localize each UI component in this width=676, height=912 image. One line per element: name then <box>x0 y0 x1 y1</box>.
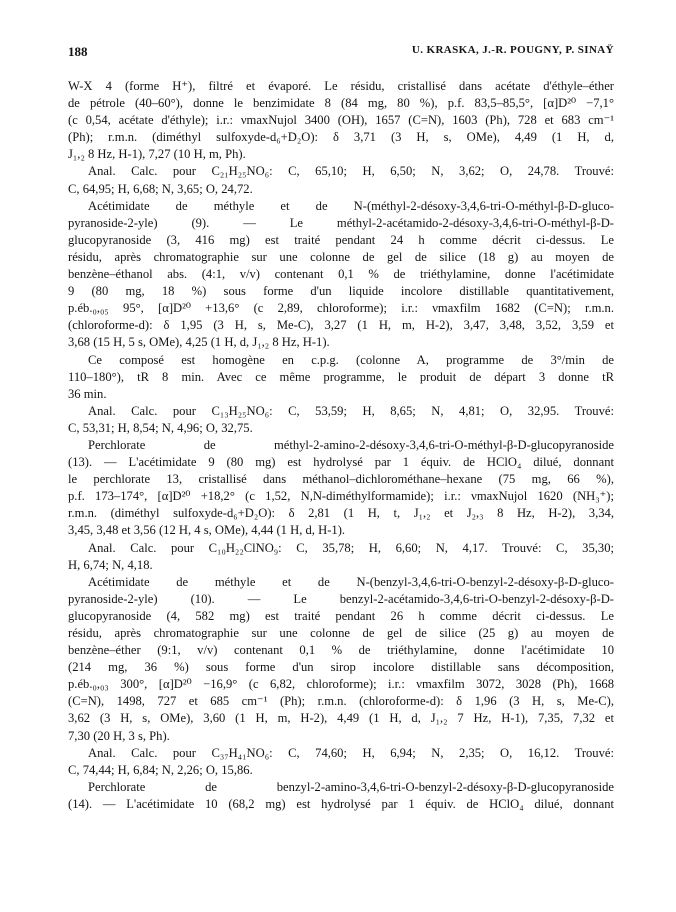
text-line: (14). — L'acétimidate 10 (68,2 mg) est hydrolysé par 1 équiv. de HClO₄ dilué, donnant <box>68 796 614 811</box>
text-line: Anal. Calc. pour C₁₃H₂₅NO₆: C, 53,59; H, 8,65; N, 4,81; O, 32,95. Trouvé: <box>88 403 614 418</box>
text-line: Anal. Calc. pour C₃₇H₄₁NO₆: C, 74,60; H, 6,94; N, 2,35; O, 16,12. Trouvé: <box>88 745 614 760</box>
text-line: r.m.n. (diméthyl sulfoxyde-d₆+D₂O): δ 2,81 (1 H, t, J₁,₂ et J₂,₃ 8 Hz, H-2), 3,34, <box>68 506 614 521</box>
text-line: glucopyranoside (3, 416 mg) est traité pendant 24 h comme décrit ci-dessus. Le <box>68 232 614 247</box>
text-line: (Ph); r.m.n. (diméthyl sulfoxyde-d₆+D₂O): δ 3,71 (3 H, s, OMe), 4,49 (1 H, d, <box>68 130 614 145</box>
text-line: 3,68 (15 H, 5 s, OMe), 4,25 (1 H, d, J₁,₂ 8 Hz, H-1). <box>68 335 330 350</box>
text-line: Perchlorate de méthyl-2-amino-2-désoxy-3,4,6-tri-O-méthyl-β-D-glucopyranoside <box>88 437 614 452</box>
text-line: résidu, après chromatographie sur une colonne de gel de silice (25 g) au moyen de <box>68 626 614 640</box>
text-line: 7,30 (20 H, 3 s, Ph). <box>68 728 170 743</box>
text-line: glucopyranoside (4, 582 mg) est traité pendant 26 h comme décrit ci-dessus. Le <box>68 608 614 623</box>
text-line: C, 53,31; H, 8,54; N, 4,96; O, 32,75. <box>68 420 253 435</box>
text-line: 3,62 (3 H, s, OMe), 3,60 (1 H, m, H-2), 4,49 (1 H, d, J₁,₂ 7 Hz, H-1), 7,35, 7,32 et <box>68 711 614 726</box>
text-line: C, 74,44; H, 6,84; N, 2,26; O, 15,86. <box>68 762 253 777</box>
text-line: (chloroforme-d): δ 1,95 (3 H, s, Me-C), 3,27 (1 H, m, H-2), 3,47, 3,48, 3,52, 3,59 et <box>68 318 614 333</box>
page-number: 188 <box>68 44 88 59</box>
text-line: Acétimidate de méthyle et de N-(benzyl-3,4,6-tri-O-benzyl-2-désoxy-β-D-gluco- <box>88 574 614 589</box>
text-line: 3,45, 3,48 et 3,56 (12 H, 4 s, OMe), 4,44 (1 H, d, H-1). <box>68 523 346 538</box>
text-line: (214 mg, 36 %) sous forme d'un sirop incolore distillable sans décomposition, <box>68 660 614 675</box>
body-text <box>68 78 614 813</box>
text-line: (13). — L'acétimidate 9 (80 mg) est hydrolysé par 1 équiv. de HClO₄ dilué, donnant <box>68 455 614 470</box>
text-line: pyranoside-2-yle) (10). — Le benzyl-2-acétamido-3,4,6-tri-O-benzyl-2-désoxy-β-D- <box>68 591 614 606</box>
text-line: résidu, après chromatographie sur une colonne de gel de silice (18 g) au moyen de <box>68 249 614 264</box>
text-line: de pétrole (40–60°), donne le benzimidate 8 (84 mg, 80 %), p.f. 83,5–85,5°, [α]D²⁰ −7,1° <box>68 96 614 111</box>
text-line: Perchlorate de benzyl-2-amino-3,4,6-tri-O-benzyl-2-désoxy-β-D-glucopyranoside <box>88 779 614 794</box>
running-header <box>68 44 614 66</box>
text-line: W-X 4 (forme H⁺), filtré et évaporé. Le résidu, cristallisé dans acétate d'éthyle–éther <box>68 79 614 93</box>
text-line: p.f. 173–174°, [α]D²⁰ +18,2° (c 1,52, N,N-diméthylformamide); i.r.: νmaxNujol 1620 (NH₃⁺); <box>68 489 614 504</box>
text-line: p.éb.₀,₀₃ 300°, [α]D²⁰ −16,9° (c 6,82, chloroforme); i.r.: νmaxfilm 3072, 3028 (Ph), 1668 <box>68 677 614 692</box>
text-line: p.éb.₀,₀₅ 95°, [α]D²⁰ +13,6° (c 2,89, chloroforme); i.r.: νmaxfilm 1682 (C=N); r.m.n. <box>68 301 614 316</box>
text-line: benzène–éther (9:1, v/v) contenant 0,1 % de triéthylamine, donne l'acétimidate 10 <box>68 643 614 658</box>
running-head-authors: U. KRASKA, J.-R. POUGNY, P. SINAŸ <box>411 44 614 56</box>
text-line: le perchlorate 13, cristallisé dans méthanol–dichlorométhane–hexane (75 mg, 66 %), <box>68 472 614 487</box>
text-line: 110–180°), tR 8 min. Avec ce même programme, le produit de départ 3 donne tR <box>68 369 614 384</box>
text-line: J₁,₂ 8 Hz, H-1), 7,27 (10 H, m, Ph). <box>68 147 246 162</box>
text-line: 9 (80 mg, 18 %) sous forme d'un liquide incolore distillable quantitativement, <box>68 284 614 299</box>
text-line: pyranoside-2-yle) (9). — Le méthyl-2-acétamido-2-désoxy-3,4,6-tri-O-méthyl-β-D- <box>68 215 614 230</box>
text-line: C, 64,95; H, 6,68; N, 3,65; O, 24,72. <box>68 181 253 196</box>
text-line: (C=N), 1498, 727 et 685 cm⁻¹ (Ph); r.m.n. (chloroforme-d): δ 1,96 (3 H, s, Me-C), <box>68 694 614 709</box>
text-line: Anal. Calc. pour C₂₁H₂₅NO₆: C, 65,10; H, 6,50; N, 3,62; O, 24,78. Trouvé: <box>88 164 614 179</box>
text-line: benzène–éthanol abs. (4:1, v/v) contenant 0,1 % de triéthylamine, donne l'acétimidate <box>68 267 614 282</box>
text-line: Ce composé est homogène en c.p.g. (colonne A, programme de 3°/min de <box>88 352 614 367</box>
text-line: H, 6,74; N, 4,18. <box>68 557 153 572</box>
text-line: (c 0,54, acétate d'éthyle); i.r.: νmaxNujol 3400 (OH), 1657 (C=N), 1603 (Ph), 728 et 683 cm⁻¹ <box>68 113 614 128</box>
text-line: Acétimidate de méthyle et de N-(méthyl-2-désoxy-3,4,6-tri-O-méthyl-β-D-gluco- <box>88 198 614 213</box>
text-line: 36 min. <box>68 386 107 401</box>
text-line: Anal. Calc. pour C₁₀H₂₂ClNO₉: C, 35,78; H, 6,60; N, 4,17. Trouvé: C, 35,30; <box>88 540 614 555</box>
